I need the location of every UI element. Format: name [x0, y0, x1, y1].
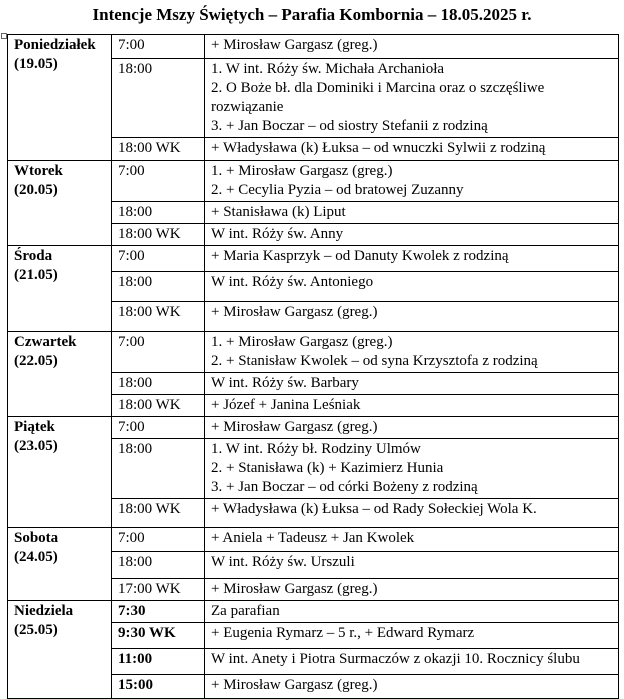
day-cell: [8, 35, 112, 161]
intention-line: 2. + Cecylia Pyzia – od bratowej Zuzanny: [211, 182, 464, 198]
intention-line: + Mirosław Gargasz (greg.): [211, 304, 378, 320]
mass-time: 7:00: [112, 528, 205, 552]
table-row: [8, 601, 619, 623]
mass-intention: [205, 579, 619, 601]
day-name: Środa: [14, 248, 53, 264]
intention-line: + Maria Kasprzyk – od Danuty Kwolek z rodziną: [211, 248, 509, 264]
day-name: Sobota: [14, 530, 59, 546]
table-row: [8, 35, 619, 59]
day-cell: [8, 417, 112, 528]
mass-intention: [205, 202, 619, 224]
mass-intention: [205, 332, 619, 373]
mass-intention: [205, 601, 619, 623]
day-name: Wtorek: [14, 163, 63, 179]
mass-time: 18:00: [112, 373, 205, 395]
mass-intention: [205, 552, 619, 579]
mass-time: 7:00: [112, 161, 205, 202]
mass-time: 18:00 WK: [112, 224, 205, 246]
mass-time: 17:00 WK: [112, 579, 205, 601]
table-row: [8, 528, 619, 552]
day-date: (19.05): [14, 56, 58, 72]
day-date: (22.05): [14, 353, 58, 369]
intention-line: 1. + Mirosław Gargasz (greg.): [211, 163, 393, 179]
mass-time: 18:00: [112, 59, 205, 138]
mass-intention: [205, 417, 619, 439]
mass-intention: [205, 499, 619, 528]
mass-intention: [205, 623, 619, 649]
day-date: (23.05): [14, 438, 58, 454]
page-title: Intencje Mszy Świętych – Parafia Kombornia – 18.05.2025 r.: [92, 5, 532, 24]
mass-time: 7:00: [112, 246, 205, 272]
intention-line: Za parafian: [211, 603, 280, 619]
day-cell: [8, 332, 112, 417]
intention-line: + Mirosław Gargasz (greg.): [211, 37, 378, 53]
intention-line: + Mirosław Gargasz (greg.): [211, 677, 378, 693]
mass-time: 15:00: [112, 675, 205, 699]
mass-time: 18:00 WK: [112, 302, 205, 332]
day-cell: [8, 528, 112, 601]
mass-time: 18:00 WK: [112, 138, 205, 161]
day-date: (24.05): [14, 549, 58, 565]
day-cell: [8, 601, 112, 699]
mass-intention: [205, 161, 619, 202]
intention-line: W int. Róży św. Anny: [211, 226, 344, 242]
mass-intentions-table: [7, 34, 619, 699]
intention-line: 1. W int. Róży św. Michała Archanioła: [211, 61, 445, 77]
intention-line: + Józef + Janina Leśniak: [211, 397, 361, 413]
mass-intention: [205, 373, 619, 395]
day-cell: [8, 246, 112, 332]
mass-time: 18:00 WK: [112, 395, 205, 417]
mass-time: 7:00: [112, 332, 205, 373]
mass-intention: [205, 138, 619, 161]
mass-intention: [205, 302, 619, 332]
mass-time: 18:00 WK: [112, 499, 205, 528]
mass-intention: [205, 649, 619, 675]
intention-line: 2. O Boże bł. dla Dominiki i Marcina oraz o szczęśliwe rozwiązanie: [211, 80, 545, 115]
day-name: Niedziela: [14, 603, 74, 619]
mass-time: 11:00: [112, 649, 205, 675]
table-row: [8, 246, 619, 272]
table-row: [8, 161, 619, 202]
intention-line: + Władysława (k) Łuksa – od wnuczki Sylwii z rodziną: [211, 140, 546, 156]
intention-line: W int. Róży św. Barbary: [211, 375, 359, 391]
intention-line: 1. W int. Róży bł. Rodziny Ulmów: [211, 441, 421, 457]
intention-line: + Aniela + Tadeusz + Jan Kwolek: [211, 530, 415, 546]
mass-intention: [205, 439, 619, 499]
day-name: Piątek: [14, 419, 55, 435]
intention-line: W int. Anety i Piotra Surmaczów z okazji 10. Rocznicy ślubu: [211, 651, 580, 667]
intention-line: + Władysława (k) Łuksa – od Rady Sołeckiej Wola K.: [211, 501, 537, 517]
table-row: [8, 332, 619, 373]
day-date: (20.05): [14, 182, 58, 198]
intention-line: W int. Róży św. Antoniego: [211, 274, 374, 290]
intention-line: 3. + Jan Boczar – od córki Bożeny z rodziną: [211, 479, 478, 495]
mass-intention: [205, 224, 619, 246]
mass-time: 18:00: [112, 552, 205, 579]
mass-time: 18:00: [112, 439, 205, 499]
mass-intention: [205, 528, 619, 552]
table-row: [8, 417, 619, 439]
intention-line: + Mirosław Gargasz (greg.): [211, 581, 378, 597]
day-cell: [8, 161, 112, 246]
mass-intention: [205, 59, 619, 138]
intention-line: + Mirosław Gargasz (greg.): [211, 419, 378, 435]
mass-time: 7:30: [112, 601, 205, 623]
day-name: Poniedziałek: [14, 37, 96, 53]
intention-line: W int. Róży św. Urszuli: [211, 554, 355, 570]
mass-intention: [205, 395, 619, 417]
mass-intention: [205, 246, 619, 272]
intention-line: + Stanisława (k) Liput: [211, 204, 346, 220]
intention-line: + Eugenia Rymarz – 5 r., + Edward Rymarz: [211, 625, 475, 641]
mass-time: 18:00: [112, 202, 205, 224]
mass-time: 9:30 WK: [112, 623, 205, 649]
day-date: (21.05): [14, 267, 58, 283]
day-date: (25.05): [14, 622, 58, 638]
mass-intention: [205, 272, 619, 302]
mass-time: 7:00: [112, 35, 205, 59]
day-name: Czwartek: [14, 334, 77, 350]
mass-time: 18:00: [112, 272, 205, 302]
intention-line: 2. + Stanisław Kwolek – od syna Krzysztofa z rodziną: [211, 353, 538, 369]
intention-line: 1. + Mirosław Gargasz (greg.): [211, 334, 393, 350]
intention-line: 2. + Stanisława (k) + Kazimierz Hunia: [211, 460, 444, 476]
intention-line: 3. + Jan Boczar – od siostry Stefanii z rodziną: [211, 118, 488, 134]
mass-time: 7:00: [112, 417, 205, 439]
mass-intention: [205, 35, 619, 59]
